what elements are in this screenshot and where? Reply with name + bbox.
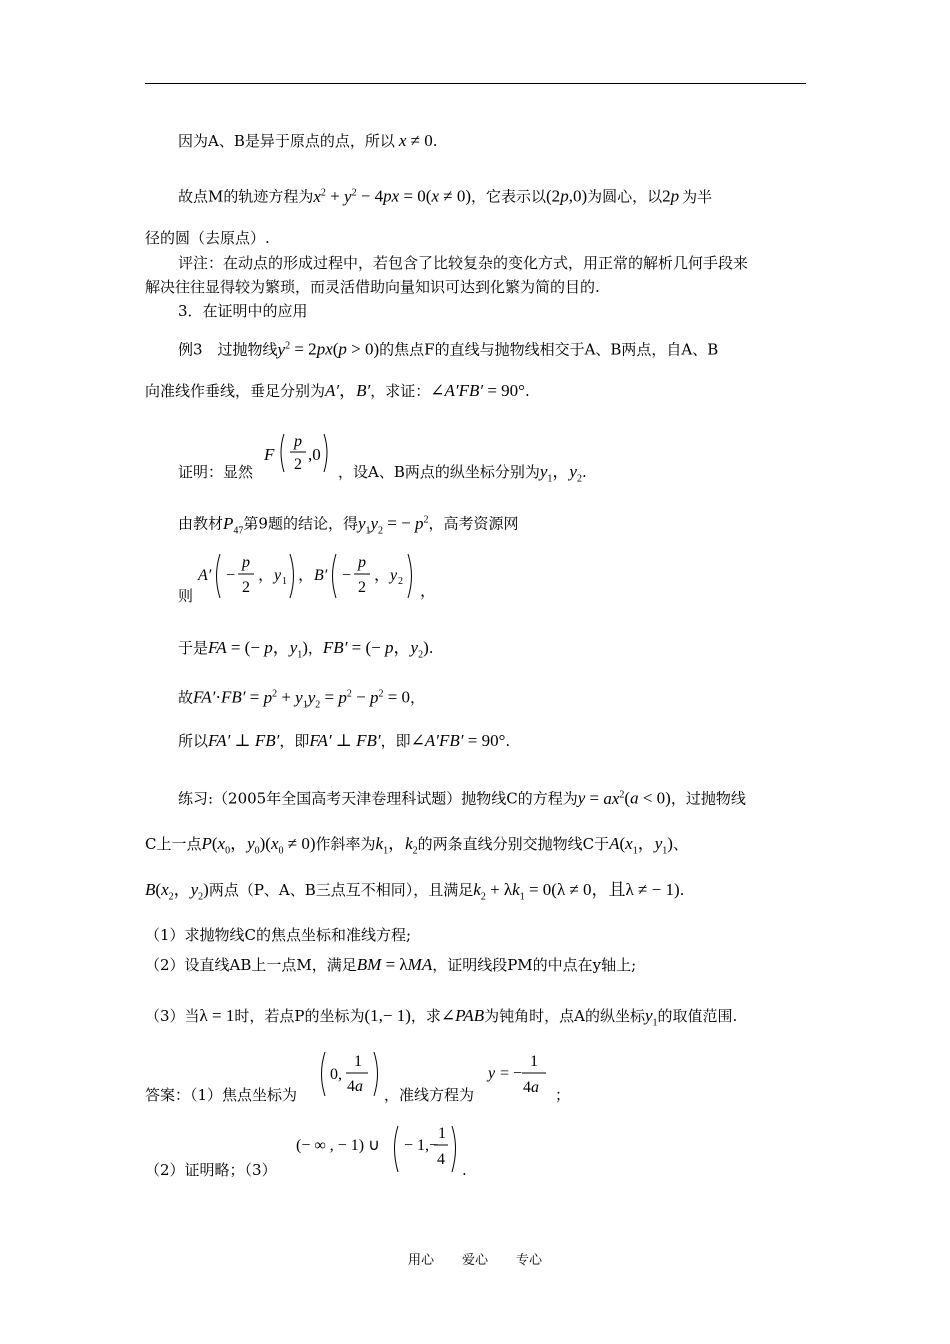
text-line xyxy=(145,277,600,297)
text: 所以 xyxy=(178,732,209,750)
text: ，准线方程为 xyxy=(384,1086,475,1104)
svg-text:2: 2 xyxy=(398,576,403,587)
svg-text:，: ， xyxy=(298,567,315,584)
text-line xyxy=(178,462,253,482)
range-answer xyxy=(294,1120,474,1178)
text: 则 xyxy=(178,587,194,605)
text: 例3 过抛物线 xyxy=(178,340,278,359)
text: 、 xyxy=(672,835,688,853)
svg-text:−: − xyxy=(342,567,352,584)
text: 两点（P、A、B三点互不相同），且满足 xyxy=(208,881,474,899)
text: 故 xyxy=(178,688,194,707)
svg-text:p: p xyxy=(358,554,366,571)
page-footer xyxy=(0,1249,950,1268)
text: . xyxy=(581,463,587,481)
text: 评注：在动点的形成过程中，若包含了比较复杂的变化方式，用正常的解析几何手段来 xyxy=(178,254,749,272)
points-formula xyxy=(196,548,436,604)
question-3: （3）当λ = 1时，若点P的坐标为(1,− 1)，求∠PAB为钝角时，点A的纵坐标$y_1$的取值范围. xyxy=(145,1006,738,1029)
svg-text:，: ， xyxy=(420,583,436,600)
svg-text:F: F xyxy=(264,445,275,464)
text-line: 例3 过抛物线$y^2 = 2px(p > 0)$的焦点F的直线与抛物线相交于A、B两点，自A、B xyxy=(178,339,719,359)
answer-line xyxy=(462,1160,467,1180)
text: ，求证： xyxy=(370,382,431,400)
svg-text:−: − xyxy=(226,567,236,584)
directrix-answer xyxy=(486,1050,556,1102)
text: （1）求抛物线C的焦点坐标和准线方程; xyxy=(145,926,412,944)
svg-text:，: ， xyxy=(374,567,391,584)
text-line: C上一点$P(x_0$，$y_0)(x_0 \ne 0)$作斜率为$k_1$，$k_2$的两条直线分别交抛物线C于$A(x_1$，$y_1$)、 xyxy=(145,834,688,857)
text: ，求 xyxy=(410,1007,441,1025)
svg-text:4: 4 xyxy=(437,1151,445,1168)
svg-text:4a: 4a xyxy=(347,1078,363,1095)
text: 作斜率为 xyxy=(315,835,376,853)
text: 为圆心，以 xyxy=(587,187,663,206)
text: ，即 xyxy=(380,732,411,750)
svg-text:4a: 4a xyxy=(523,1079,539,1096)
text: ，证明线段PM的中点在y轴上; xyxy=(432,956,637,974)
svg-text:− 1,−: − 1,− xyxy=(404,1137,439,1154)
svg-text:1: 1 xyxy=(354,1053,362,1070)
text-line: 故点M的轨迹方程为$x^2 + y^2 - 4px = 0(x \ne 0)$，它表示以(2p,0)为圆心，以2p 为半 xyxy=(178,186,713,206)
text-line xyxy=(145,228,270,248)
text: 的取值范围. xyxy=(657,1007,738,1025)
text: 向准线作垂线，垂足分别为 xyxy=(145,382,326,400)
text: ， xyxy=(307,639,323,657)
text-line: 练习:（2005年全国高考天津卷理科试题）抛物线C的方程为$y = ax^2(a < 0)$，过抛物线 xyxy=(178,788,746,808)
answer-line xyxy=(145,1085,297,1105)
svg-text:p: p xyxy=(242,554,250,571)
svg-text:y: y xyxy=(488,1065,496,1082)
svg-text:= −: = − xyxy=(500,1065,523,1082)
svg-text:y: y xyxy=(274,567,282,584)
text: ， xyxy=(410,688,426,707)
text-line: 因为A、B是异于原点的点，所以 x ≠ 0. xyxy=(178,131,438,150)
text: . xyxy=(505,732,511,750)
text-line xyxy=(178,253,748,273)
focus-answer xyxy=(318,1046,384,1102)
svg-text:p: p xyxy=(294,433,302,450)
svg-text:(− ∞ , − 1) ∪: (− ∞ , − 1) ∪ xyxy=(296,1137,380,1154)
svg-text:B′: B′ xyxy=(314,567,328,584)
text: ，它表示以 xyxy=(471,187,547,206)
text: 因为A、B是异于原点的点，所以 xyxy=(178,132,395,150)
text: ； xyxy=(555,1086,571,1104)
question-2: （2）设直线AB上一点M，满足BM = λMA，证明线段PM的中点在y轴上; xyxy=(145,955,637,974)
text: . xyxy=(428,639,434,657)
text: ，即 xyxy=(279,732,310,750)
text-line: 于是FA = (− p，$y_1$)，FB′ = (− p，$y_2$). xyxy=(178,638,434,661)
text: ，设A、B两点的纵坐标分别为 xyxy=(338,463,540,481)
answer-line xyxy=(145,1160,277,1180)
text: 径的圆（去原点）. xyxy=(145,229,270,247)
text: . xyxy=(679,881,685,899)
svg-text:1: 1 xyxy=(530,1053,538,1070)
svg-text:,0: ,0 xyxy=(308,445,321,464)
text: ，高考资源网 xyxy=(428,514,519,533)
text-line: 向准线作垂线，垂足分别为A′，B′，求证：∠A′FB′ = 90°. xyxy=(145,381,530,400)
text-line: 所以FA′ ⊥ FB′，即FA′ ⊥ FB′，即∠A′FB′ = 90°. xyxy=(178,731,511,750)
svg-text:A′: A′ xyxy=(198,567,212,584)
text: ，过抛物线 xyxy=(670,789,746,808)
text: . xyxy=(524,382,530,400)
text: 证明：显然 xyxy=(178,463,254,481)
text-line: 由教材$P_{47}$第9题的结论，得$y_1y_2$ = − $p^2$，高考资源网 xyxy=(178,513,519,537)
svg-text:y: y xyxy=(390,567,398,584)
svg-text:2: 2 xyxy=(294,456,302,473)
header-rule xyxy=(145,83,806,84)
answer-line xyxy=(384,1085,474,1105)
svg-text:2: 2 xyxy=(358,579,366,596)
svg-text:，: ， xyxy=(258,567,275,584)
text: 答案：（1）焦点坐标为 xyxy=(145,1086,298,1104)
footer-text: 专心 xyxy=(516,1253,543,1268)
text: 为半 xyxy=(682,187,713,206)
text: 故点M的轨迹方程为 xyxy=(178,187,314,206)
text: （2）证明略；（3） xyxy=(145,1161,277,1179)
footer-text: 用心 xyxy=(407,1253,434,1268)
text: . xyxy=(462,1161,467,1179)
text-line xyxy=(178,586,193,606)
svg-text:1: 1 xyxy=(438,1125,446,1142)
text: 由教材 xyxy=(178,514,224,533)
text: 时，若点P的坐标为 xyxy=(234,1007,365,1025)
text: 为钝角时，点A的纵坐标 xyxy=(484,1007,645,1025)
footer-text: 爱心 xyxy=(461,1253,488,1268)
text: C上一点 xyxy=(145,835,202,853)
section-heading xyxy=(178,301,308,321)
text-line: 故$FA'\cdot FB' = p^2 + y_1y_2 = p^2 - p^2 = 0$， xyxy=(178,687,426,711)
text: 练习:（2005年全国高考天津卷理科试题）抛物线C的方程为 xyxy=(178,789,578,808)
svg-text:2: 2 xyxy=(242,579,250,596)
text: 的两条直线分别交抛物线C于 xyxy=(417,835,610,853)
text: 3．在证明中的应用 xyxy=(178,302,308,320)
answer-line xyxy=(555,1085,570,1105)
focus-formula xyxy=(262,426,336,478)
text-line: $B(x_2$，$y_2$)两点（P、A、B三点互不相同），且满足$k_2 + \lambda k_1 = 0(\lambda \ne 0$，且λ ≠ − 1). xyxy=(145,880,685,903)
text: （3）当 xyxy=(145,1007,200,1025)
text: 于是 xyxy=(178,639,209,657)
svg-text:1: 1 xyxy=(282,576,287,587)
text: . xyxy=(432,132,438,150)
text: 第9题的结论，得 xyxy=(243,514,358,533)
question-1 xyxy=(145,925,411,945)
text: 解决往往显得较为繁琐，而灵活借助向量知识可达到化繁为简的目的. xyxy=(145,278,600,296)
text-line: ，设A、B两点的纵坐标分别为$y_1$，$y_2$. xyxy=(338,462,587,485)
svg-text:0,: 0, xyxy=(330,1066,342,1083)
text: 的焦点F的直线与抛物线相交于A、B两点，自A、B xyxy=(379,340,719,359)
text: （2）设直线AB上一点M，满足 xyxy=(145,956,357,974)
